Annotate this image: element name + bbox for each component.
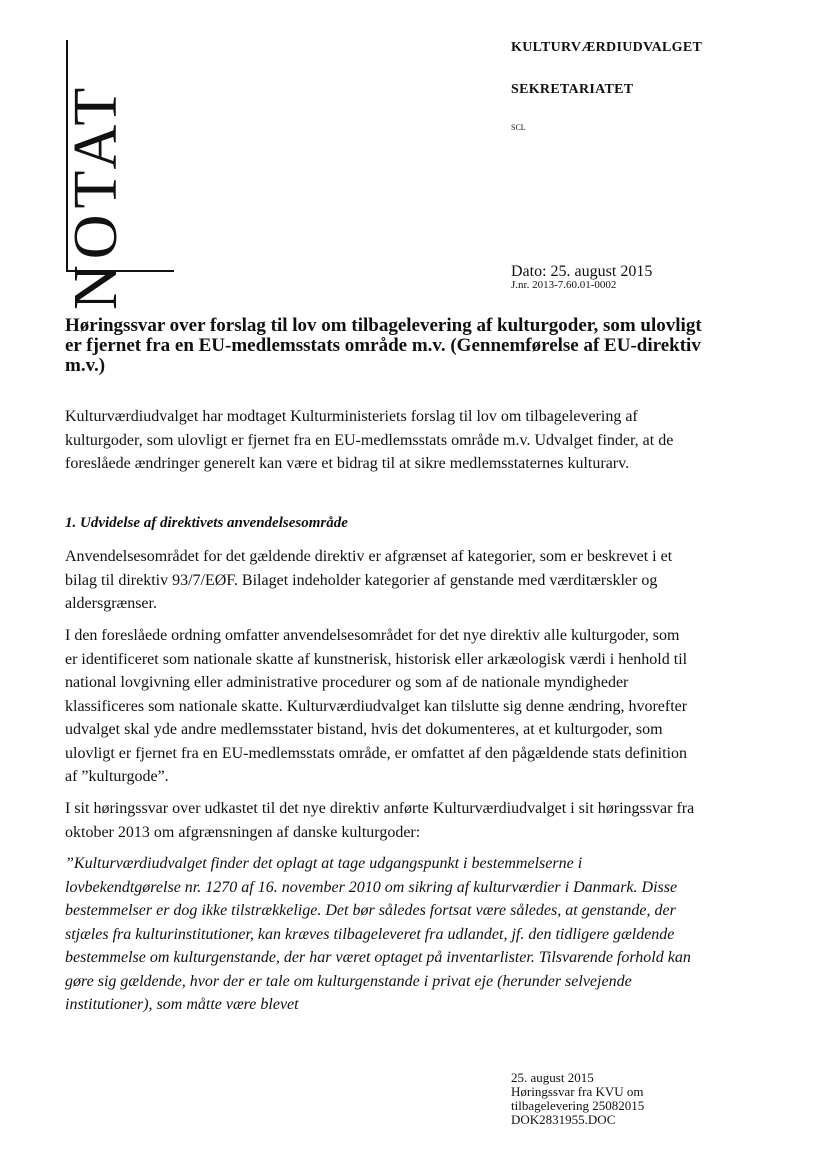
notat-stamp xyxy=(62,81,130,310)
journal-number: J.nr. 2013-7.60.01-0002 xyxy=(511,279,617,291)
prior-response-paragraph: I sit høringssvar over udkastet til det nye direktiv anførte Kulturværdiudvalget i sit høringssvar fra oktober 2013 om afgrænsningen af danske kulturgoder: xyxy=(65,800,695,841)
document-title: Høringssvar over forslag til lov om tilbagelevering af kulturgoder, som ulovligt er fjernet fra en EU-medlemsstats område m.v. (Gennemførelse af EU-direktiv m.v.) xyxy=(65,315,702,376)
footer-title-line-2: tilbagelevering 25082015 xyxy=(511,1098,645,1113)
footer-title-line-1: Høringssvar fra KVU om xyxy=(511,1084,644,1099)
quoted-passage: ”Kulturværdiudvalget finder det oplagt at tage udgangspunkt i bestemmelserne i lovbekendtgørelse nr. 1270 af 16. november 2010 om sikring af kulturværdier i Danmark. Disse bestemmelser er dog ikke tilstrækkelige. Det bør således fortsat være således, at genstande, der stjæles fra kulturinstitutioner, kan kræves tilbageleveret fra udlandet, jf. den tidligere gældende bestemmelse om kulturgenstande, der har været optaget på inventarlister. Tilsvarende forhold kan gøre sig gældende, hvor der er tale om kulturgenstande i privat eje (herunder selvejende institutioner), som måtte være blevet xyxy=(65,855,691,1013)
author-initials: SCL xyxy=(511,123,526,132)
department-name: SEKRETARIATET xyxy=(511,82,634,97)
intro-paragraph: Kulturværdiudvalget har modtaget Kulturministeriets forslag til lov om tilbagelevering af kulturgoder, som ulovligt er fjernet fra en EU-medlemsstats område m.v. Udvalget finder, at de foreslåede ændringer generelt kan være et bidrag til at sikre medlemsstaternes kulturarv. xyxy=(65,408,674,472)
document-date: Dato: 25. august 2015 xyxy=(511,263,653,280)
scope-paragraph: Anvendelsesområdet for det gældende direktiv er afgrænset af kategorier, som er beskrevet i et bilag til direktiv 93/7/EØF. Bilaget indeholder kategorier af genstande med værditærskler og aldersgrænser. xyxy=(65,548,673,612)
section-heading: 1. Udvidelse af direktivets anvendelsesområde xyxy=(65,515,348,531)
footer-reference xyxy=(511,1071,644,1127)
organization-name: KULTURVÆRDIUDVALGET xyxy=(511,40,703,55)
footer-date: 25. august 2015 xyxy=(511,1070,594,1085)
new-directive-paragraph: I den foreslåede ordning omfatter anvendelsesområdet for det nye direktiv alle kulturgoder, som er identificeret som nationale skatte af kunstnerisk, historisk eller arkæologisk værdi i henhold til national lovgivning eller administrative procedurer og som af de nationale myndigheder klassificeres som nationale skatte. Kulturværdiudvalget kan tilslutte sig denne ændring, hvorefter udvalget skal yde andre medlemsstater bistand, hvis det dokumenteres, at et kulturgoder, som ulovligt er fjernet fra en EU-medlemsstats område, er omfattet af den pågældende stats definition af ”kulturgode”. xyxy=(65,627,688,785)
footer-doc-id: DOK2831955.DOC xyxy=(511,1112,616,1127)
notat-stamp-text: NOTAT xyxy=(62,81,130,310)
